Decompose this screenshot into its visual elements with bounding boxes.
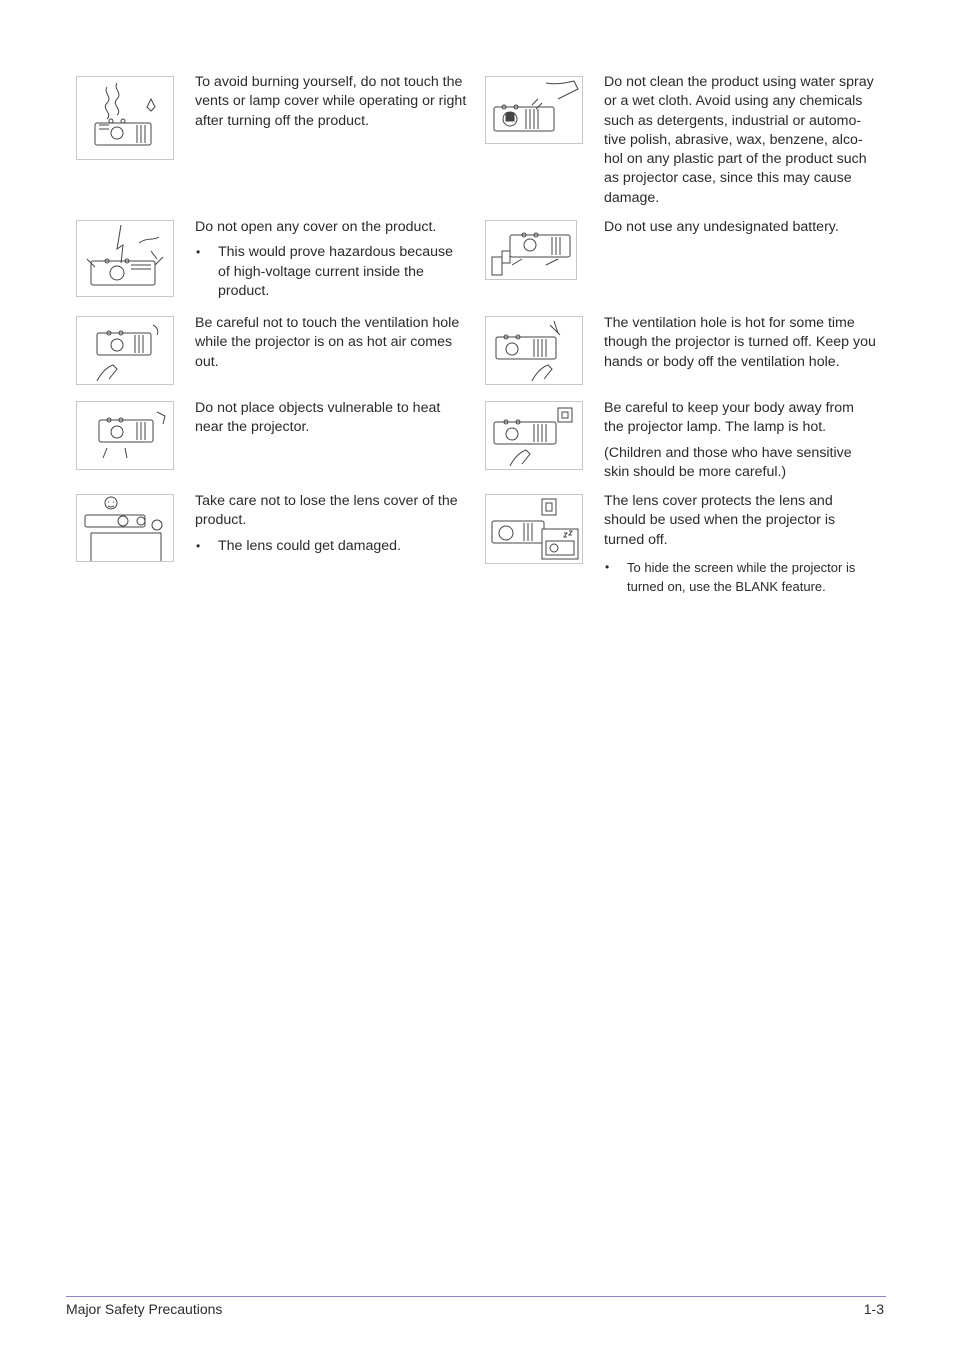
precaution-bullets — [195, 243, 467, 301]
precaution-text — [195, 399, 467, 444]
precaution-text — [195, 492, 467, 560]
open-cover-hazard-icon — [76, 220, 174, 297]
precaution-main-text: Be careful to keep your body away from the projector lamp. The lamp is hot. — [604, 400, 854, 436]
water-spray-cleaning-icon — [485, 76, 583, 144]
precaution-bullets — [195, 537, 467, 556]
precaution-main-text: The ventilation hole is hot for some time though the projector is turned off. Keep you hands or body off the ventilation hole. — [604, 315, 876, 370]
hand-near-lamp-icon — [485, 401, 583, 470]
precaution-text — [195, 314, 467, 378]
precaution-main-text: Do not use any undesignated battery. — [604, 219, 839, 235]
hot-projector-steam-icon — [76, 76, 174, 160]
precaution-text — [195, 73, 467, 137]
precaution-text — [604, 492, 876, 600]
precaution-main-text: Be careful not to touch the ventilation hole while the projector is on as hot air comes out. — [195, 315, 460, 370]
precaution-text — [604, 399, 876, 488]
precaution-text — [195, 218, 467, 305]
footer-section-title: Major Safety Precautions — [66, 1301, 223, 1317]
undesignated-battery-icon — [485, 220, 577, 280]
precaution-note-text: (Children and those who have sensitive skin should be more careful.) — [604, 444, 852, 480]
heat-object-near-projector-icon — [76, 401, 174, 470]
precaution-main-text: The lens cover protects the lens and should be used when the projector is turned off. — [604, 493, 836, 548]
lens-cover-sleep-icon — [485, 494, 583, 564]
hand-near-vent-icon — [76, 316, 174, 385]
hot-vent-after-off-icon — [485, 316, 583, 385]
precaution-text — [604, 314, 876, 378]
precaution-text — [604, 218, 876, 243]
footer-rule — [66, 1296, 886, 1297]
precaution-bullets — [604, 558, 876, 596]
precaution-bullet: • This would prove hazardous because of high-voltage current inside the product. — [195, 243, 467, 301]
precaution-main-text: Do not open any cover on the product. — [195, 219, 437, 235]
precaution-text — [604, 73, 876, 214]
footer-page-number: 1-3 — [863, 1301, 884, 1317]
precaution-main-text: Do not clean the product using water spray or a wet cloth. Avoid using any chemicals such as detergents, industrial or automo-tive polish, abrasive, wax, benzene, alco-hol on any plastic part of the product such as projector case, since this may cause damage. — [604, 74, 874, 206]
precaution-main-text: Take care not to lose the lens cover of the product. — [195, 493, 458, 529]
precaution-bullet: • The lens could get damaged. — [195, 537, 467, 556]
precaution-bullet: • To hide the screen while the projector is turned on, use the BLANK feature. — [604, 558, 876, 596]
lens-cover-loss-icon — [76, 494, 174, 562]
precaution-main-text: Do not place objects vulnerable to heat near the projector. — [195, 400, 441, 436]
precaution-main-text: To avoid burning yourself, do not touch the vents or lamp cover while operating or right after turning off the product. — [195, 74, 467, 129]
